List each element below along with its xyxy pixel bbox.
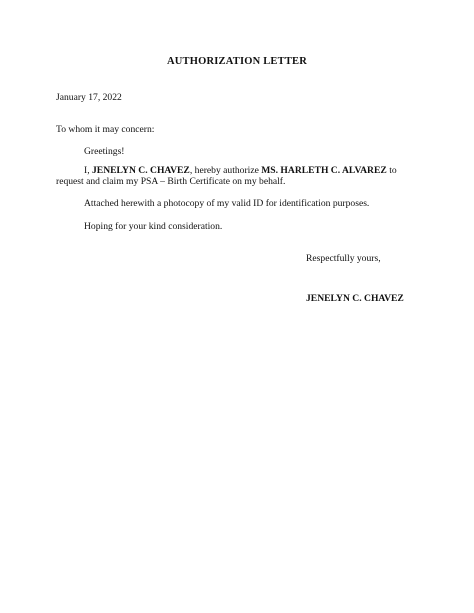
grantor-name: JENELYN C. CHAVEZ — [92, 165, 190, 176]
letter-salutation: To whom it may concern: — [56, 124, 155, 135]
letter-date: January 17, 2022 — [56, 92, 122, 103]
authorization-paragraph — [56, 165, 418, 187]
consideration-paragraph: Hoping for your kind consideration. — [84, 221, 223, 232]
letter-closing: Respectfully yours, — [306, 253, 381, 264]
paragraph-middle: , hereby authorize — [189, 165, 262, 176]
signature-name: JENELYN C. CHAVEZ — [306, 293, 404, 304]
grantee-name: MS. HARLETH C. ALVAREZ — [261, 165, 387, 176]
attachment-paragraph: Attached herewith a photocopy of my valid ID for identification purposes. — [84, 198, 370, 209]
paragraph-suffix: to request and claim my PSA – Birth Certificate on my behalf. — [56, 165, 397, 187]
letter-greeting: Greetings! — [84, 146, 125, 157]
paragraph-prefix: I, — [84, 165, 92, 176]
letter-title: AUTHORIZATION LETTER — [166, 56, 308, 67]
